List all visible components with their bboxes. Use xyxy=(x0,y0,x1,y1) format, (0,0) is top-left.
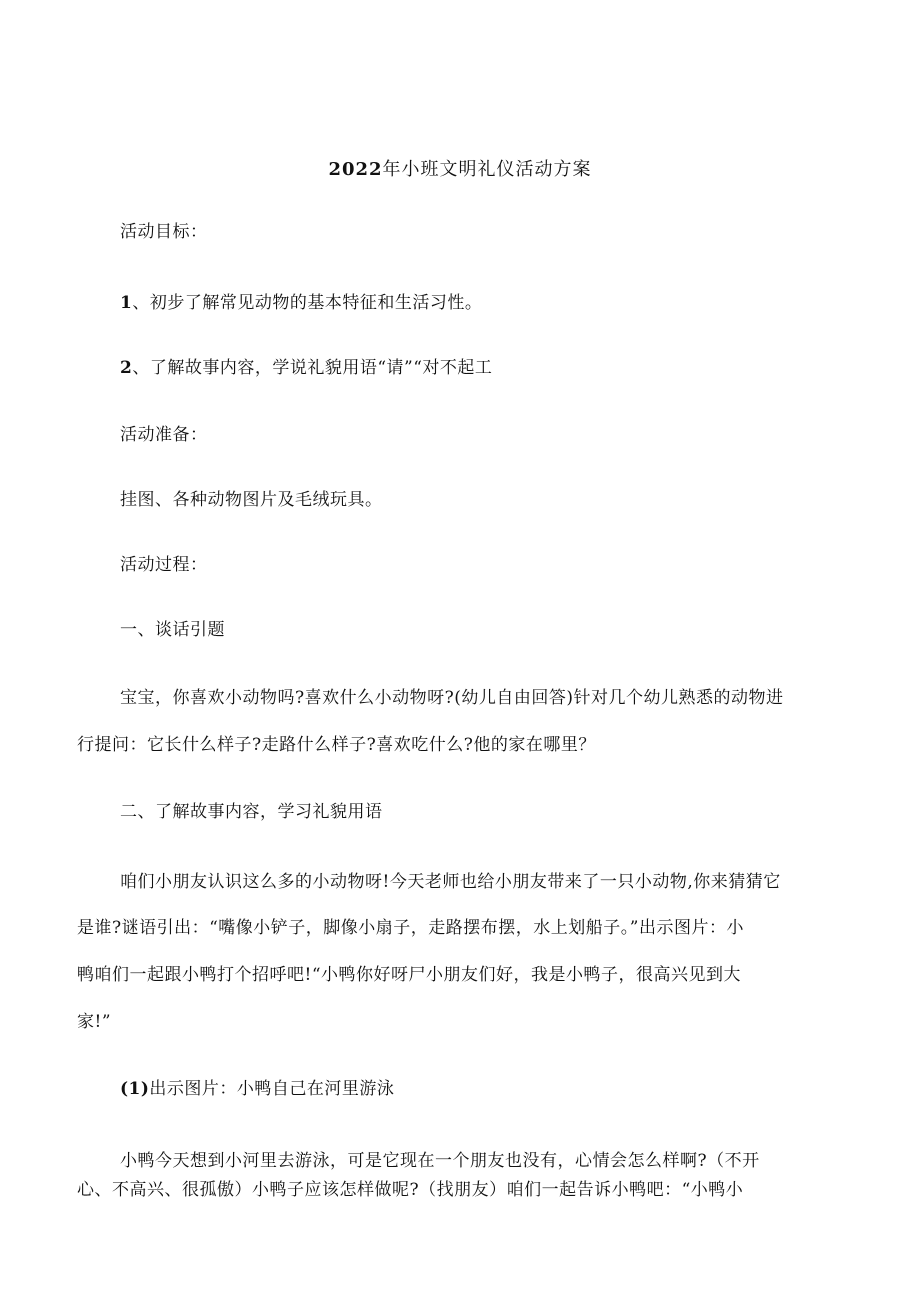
process-heading: 活动过程： xyxy=(120,555,208,575)
section-1-paragraph-line-1: 宝宝，你喜欢小动物吗?喜欢什么小动物呀?(幼儿自由回答)针对几个幼儿熟悉的动物进 xyxy=(120,688,784,708)
goal-item-2 xyxy=(120,356,492,380)
goal-item-1-text: 、初步了解常见动物的基本特征和生活习性。 xyxy=(132,293,483,313)
prep-text: 挂图、各种动物图片及毛绒玩具。 xyxy=(120,490,383,510)
sub-item-1-number: (1) xyxy=(120,1079,150,1099)
sub-item-1 xyxy=(120,1077,394,1101)
goal-item-1 xyxy=(120,291,482,315)
sub-item-1-text: 出示图片：小鸭自己在河里游泳 xyxy=(149,1079,395,1099)
goal-heading: 活动目标： xyxy=(120,222,208,242)
sub-item-1-paragraph-line-1: 小鸭今天想到小河里去游泳，可是它现在一个朋友也没有，心情会怎么样啊?（不开 xyxy=(120,1151,760,1171)
goal-item-2-text: 、了解故事内容，学说礼貌用语“请”“对不起工 xyxy=(132,358,493,378)
goal-item-1-number: 1 xyxy=(120,293,133,313)
goal-item-2-number: 2 xyxy=(120,358,133,378)
prep-heading: 活动准备： xyxy=(120,425,208,445)
section-2-paragraph-line-2: 是谁?谜语引出：“嘴像小铲子，脚像小扇子，走路摆布摆，水上划船子。”出示图片：小 xyxy=(77,918,744,938)
section-1-heading: 一、谈话引题 xyxy=(120,620,225,640)
section-1-paragraph-line-2: 行提问：它长什么样子?走路什么样子?喜欢吃什么?他的家在哪里？ xyxy=(77,735,596,755)
document-title xyxy=(0,158,920,182)
section-2-paragraph-line-3: 鸭咱们一起跟小鸭打个招呼吧!“小鸭你好呀尸小朋友们好，我是小鸭子，很高兴见到大 xyxy=(77,965,742,985)
section-2-heading: 二、了解故事内容，学习礼貌用语 xyxy=(120,802,383,822)
sub-item-1-paragraph-line-2: 心、不高兴、很孤傲）小鸭子应该怎样做呢?（找朋友）咱们一起告诉小鸭吧：“小鸭小 xyxy=(77,1180,744,1200)
title-text: 年小班文明礼仪活动方案 xyxy=(382,159,592,180)
section-2-paragraph-line-1: 咱们小朋友认识这么多的小动物呀!今天老师也给小朋友带来了一只小动物,你来猜猜它 xyxy=(120,872,781,892)
title-year: 2022 xyxy=(328,159,383,180)
section-2-paragraph-line-4: 家!” xyxy=(77,1012,112,1032)
